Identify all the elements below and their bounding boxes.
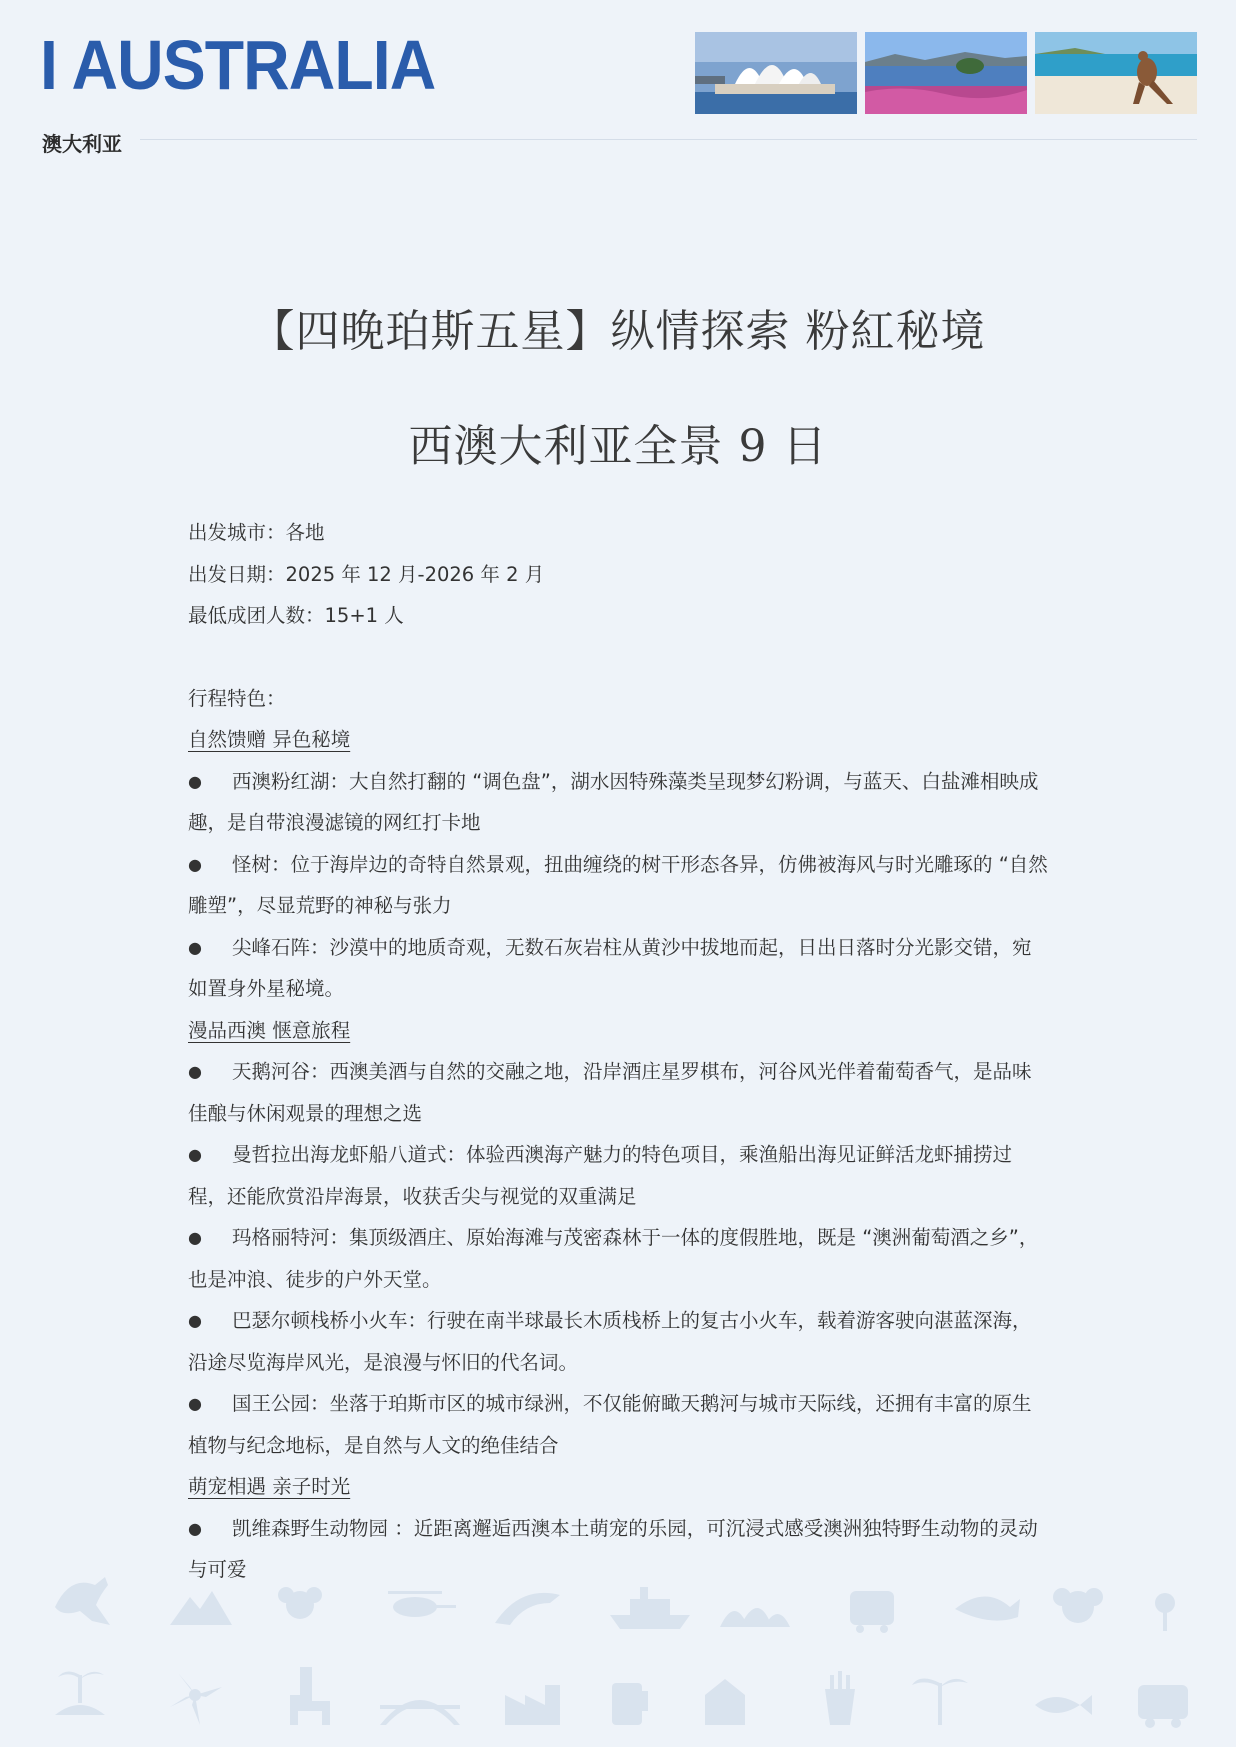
item-text: 西澳粉红湖：大自然打翻的 “调色盘”，湖水因特殊藻类呈现梦幻粉调，与蓝天、白盐滩相映成趣，是自带浪漫滤镜的网红打卡地: [188, 769, 1039, 834]
list-item: [188, 1051, 1050, 1134]
section-heading: 自然馈赠 异色秘境: [188, 728, 351, 751]
list-item: [188, 927, 1050, 1010]
bullet-icon: ●: [188, 1228, 202, 1247]
kangaroo-beach-photo: [1035, 32, 1197, 114]
item-text: 天鹅河谷：西澳美酒与自然的交融之地，沿岸酒庄星罗棋布，河谷风光伴着葡萄香气，是品味佳酿与休闲观景的理想之选: [188, 1060, 1032, 1125]
departure-city: 出发城市：各地: [188, 521, 325, 544]
museum-icon: [705, 1679, 745, 1725]
palm-tree-icon: [912, 1678, 968, 1725]
factory-icon: [505, 1685, 560, 1725]
flower-icon: [1155, 1593, 1175, 1631]
pink-flower-lake-photo: [865, 32, 1027, 114]
item-text: 尖峰石阵：沙漠中的地质奇观，无数石灰岩柱从黄沙中拔地而起，日出日落时分光影交错，宛如置身外星秘境。: [188, 935, 1032, 1000]
bullet-icon: ●: [188, 1394, 202, 1413]
decorative-icon-pattern: [0, 1555, 1236, 1747]
bullet-icon: ●: [188, 1062, 202, 1081]
item-text: 玛格丽特河：集顶级酒庄、原始海滩与茂密森林于一体的度假胜地，既是 “澳洲葡萄酒之乡”，也是冲浪、徒步的户外天堂。: [188, 1226, 1039, 1291]
item-text: 曼哲拉出海龙虾船八道式：体验西澳海产魅力的特色项目，乘渔船出海见证鲜活龙虾捕捞过程，还能欣赏沿岸海景，收获舌尖与视觉的双重满足: [188, 1143, 1013, 1208]
list-item: [188, 844, 1050, 927]
bullet-icon: ●: [188, 1518, 202, 1538]
minimum-group-size: 最低成团人数：15+1 人: [188, 604, 404, 627]
spacer: [188, 637, 1050, 678]
brand-subtitle: 澳大利亚: [42, 132, 122, 156]
windmill-icon: [170, 1673, 222, 1725]
helicopter-icon: [388, 1591, 456, 1617]
item-text: 国王公园：坐落于珀斯市区的城市绿洲，不仅能俯瞰天鹅河与城市天际线，还拥有丰富的原生植物与纪念地标，是自然与人文的绝佳结合: [188, 1392, 1032, 1457]
page-title-line1: 【四晚珀斯五星】纵情探索 粉紅秘境: [250, 306, 986, 357]
mountain-icon: [170, 1591, 232, 1625]
island-icon: [55, 1671, 105, 1715]
section-heading: 漫品西澳 惬意旅程: [188, 1018, 351, 1042]
opera-house-icon: [720, 1608, 790, 1627]
list-item: [188, 1134, 1050, 1217]
bullet-icon: ●: [188, 854, 202, 874]
features-title: 行程特色：: [188, 686, 286, 710]
itinerary-content: [188, 512, 1050, 1591]
list-item: [188, 1300, 1050, 1383]
bullet-icon: ●: [188, 1311, 202, 1330]
section-leisure: [188, 1010, 1050, 1467]
list-item: [188, 1383, 1050, 1466]
fuel-icon: [612, 1683, 648, 1725]
tram-icon: [850, 1591, 894, 1633]
dolphin-icon: [495, 1593, 560, 1625]
fish-icon: [1035, 1695, 1092, 1715]
page-header: [0, 0, 1236, 160]
koala-head-icon: [1053, 1588, 1103, 1623]
kangaroo-icon: [55, 1577, 110, 1625]
australia-logo: I AUSTRALIA: [40, 26, 436, 104]
ship-icon: [610, 1587, 690, 1629]
bullet-icon: ●: [188, 937, 202, 957]
list-item: [188, 1217, 1050, 1300]
header-photo-strip: [695, 32, 1197, 114]
bus-icon: [1138, 1685, 1188, 1728]
item-text: 怪树：位于海岸边的奇特自然景观，扭曲缠绕的树干形态各异，仿佛被海风与时光雕琢的 “自然雕塑”，尽显荒野的神秘与张力: [188, 852, 1048, 917]
fries-icon: [825, 1671, 855, 1725]
llama-icon: [290, 1667, 330, 1725]
bullet-icon: ●: [188, 771, 202, 791]
section-nature: [188, 719, 1050, 1010]
item-text: 巴瑟尔顿栈桥小火车：行驶在南半球最长木质栈桥上的复古小火车，载着游客驶向湛蓝深海，沿途尽览海岸风光，是浪漫与怀旧的代名词。: [188, 1309, 1032, 1374]
page-title-line2: 西澳大利亚全景 9 日: [408, 421, 828, 472]
sydney-opera-house-photo: [695, 32, 857, 114]
bullet-icon: ●: [188, 1145, 202, 1164]
harbour-bridge-icon: [380, 1700, 460, 1725]
section-heading: 萌宠相遇 亲子时光: [188, 1475, 351, 1498]
item-text: 凯维森野生动物园 ：近距离邂逅西澳本土萌宠的乐园，可沉浸式感受澳洲独特野生动物的灵动与可爱: [188, 1516, 1038, 1581]
departure-date: 出发日期：2025 年 12 月-2026 年 2 月: [188, 562, 545, 586]
whale-icon: [955, 1596, 1020, 1620]
header-divider: [140, 139, 1197, 140]
list-item: [188, 761, 1050, 844]
koala-icon: [278, 1587, 322, 1619]
